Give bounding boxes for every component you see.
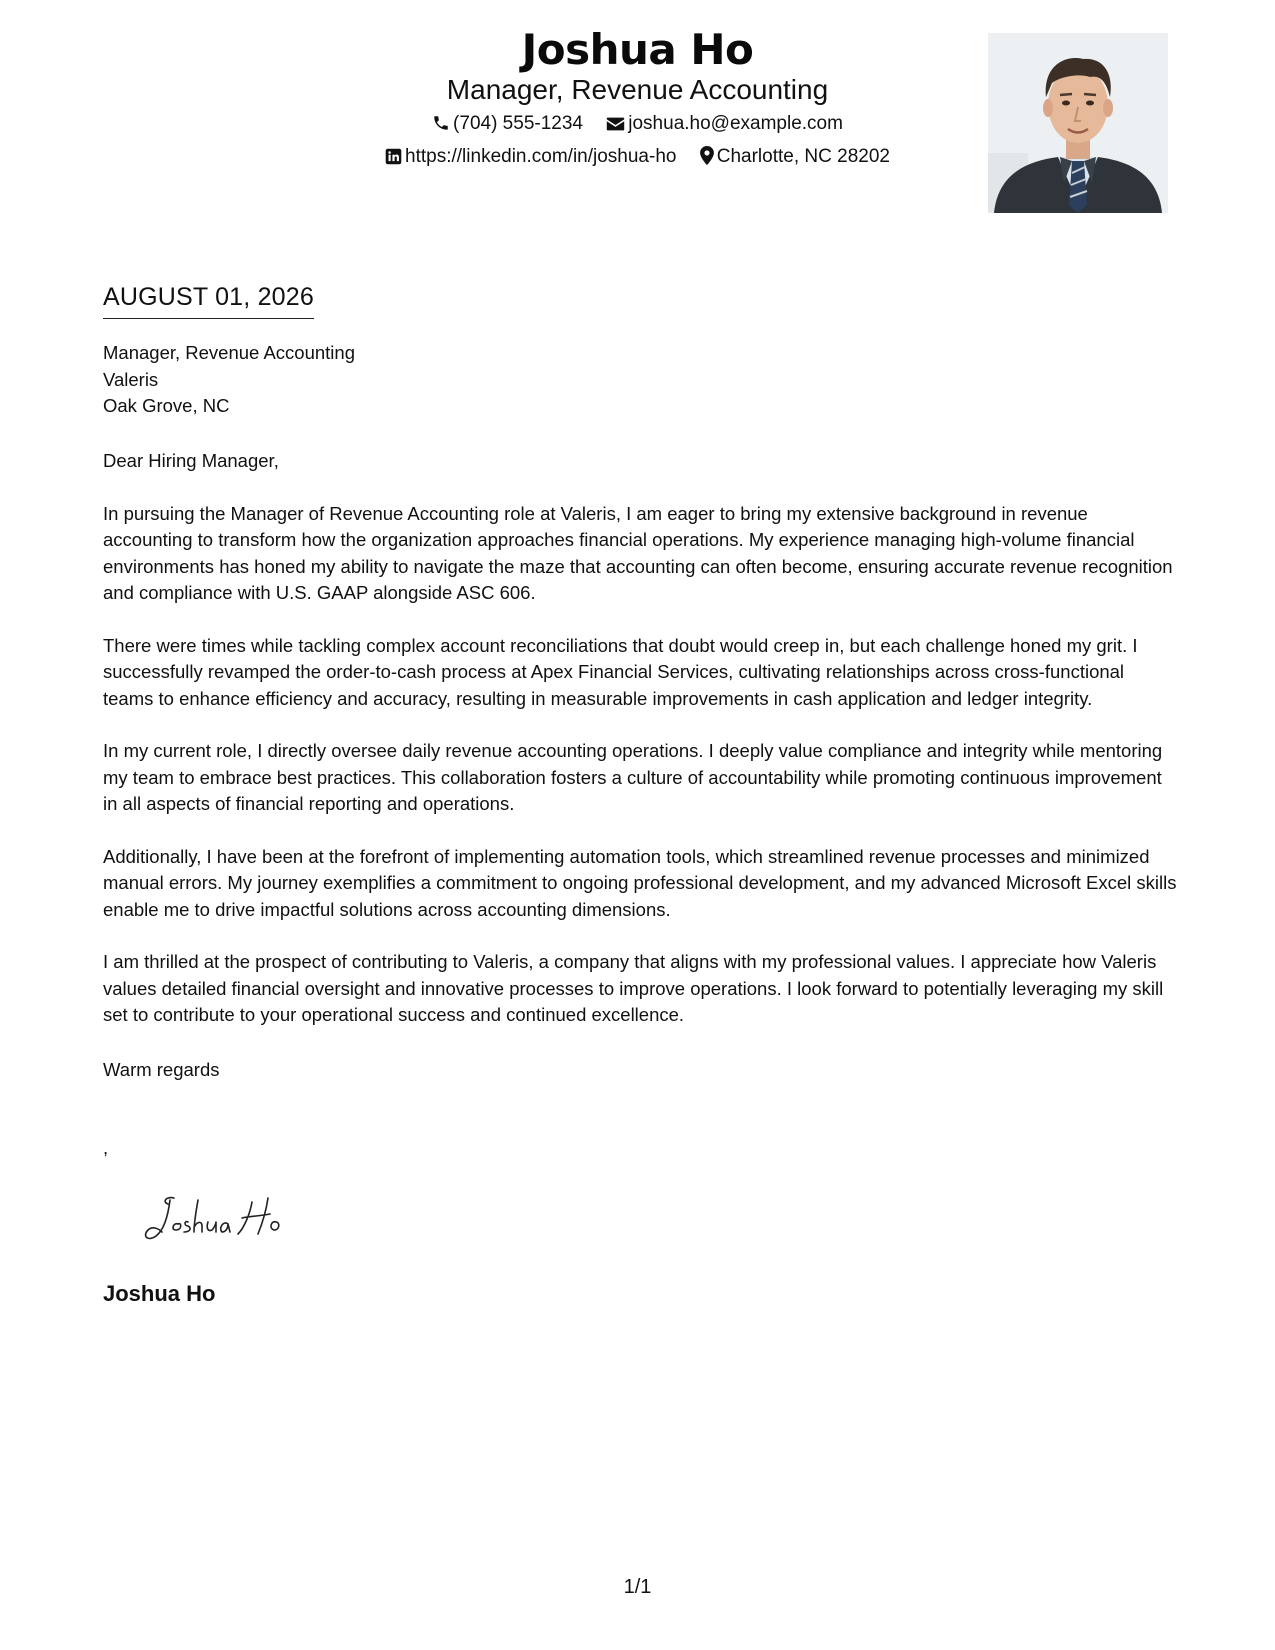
contact-phone — [432, 111, 583, 137]
phone-icon — [432, 114, 450, 132]
body-paragraph: Additionally, I have been at the forefront of implementing automation tools, which streamlined revenue processes and minimized manual errors. My journey exemplifies a commitment to ongoing professional development, and my advanced Microsoft Excel skills enable me to drive impactful solutions across accounting dimensions. — [103, 845, 1177, 920]
contact-location — [700, 144, 890, 170]
contact-linkedin[interactable] — [385, 144, 676, 170]
recipient-position: Manager, Revenue Accounting — [103, 342, 355, 363]
handwritten-signature — [140, 1188, 330, 1248]
applicant-name: Joshua Ho — [521, 25, 754, 74]
body-paragraph: In pursuing the Manager of Revenue Accounting role at Valeris, I am eager to bring my extensive background in revenue accounting to transform how the organization approaches financial operations. My experience managing high-volume financial environments has honed my ability to navigate the maze that accounting can often become, ensuring accurate revenue recognition and compliance with U.S. GAAP alongside ASC 606. — [103, 502, 1173, 603]
recipient-location: Oak Grove, NC — [103, 395, 230, 416]
page-number: 1/1 — [623, 1576, 652, 1598]
location-text: Charlotte, NC 28202 — [716, 146, 890, 167]
signer-name: Joshua Ho — [103, 1281, 216, 1306]
recipient-company: Valeris — [103, 368, 159, 390]
body-paragraph: I am thrilled at the prospect of contributing to Valeris, a company that aligns with my professional values. I appreciate how Valeris values detailed financial oversight and innovative processes to improve operations. I look forward to potentially leveraging my skill set to contribute to your operational success and continued excellence. — [103, 951, 1164, 1025]
phone-number: (704) 555-1234 — [453, 113, 583, 134]
closing-comma: , — [103, 1137, 109, 1158]
linkedin-icon — [385, 148, 402, 165]
closing: Warm regards — [103, 1059, 220, 1080]
recipient-block — [103, 340, 355, 420]
letter-date: AUGUST 01, 2026 — [103, 280, 314, 319]
body-paragraph: There were times while tackling complex account reconciliations that doubt would creep in, but each challenge honed my grit. I successfully revamped the order-to-cash process at Apex Financial Services, cultivating relationships across cross-functional teams to enhance efficiency and accuracy, resulting in measurable improvements in cash application and ledger integrity. — [103, 634, 1138, 709]
letter-header — [0, 22, 1275, 222]
contact-email[interactable] — [606, 111, 843, 137]
linkedin-url: https://linkedin.com/in/joshua-ho — [405, 146, 677, 167]
email-address: joshua.ho@example.com — [628, 113, 843, 134]
map-pin-icon — [700, 146, 714, 165]
envelope-icon — [606, 116, 625, 132]
salutation: Dear Hiring Manager, — [103, 450, 279, 471]
profile-photo — [988, 33, 1168, 213]
body-paragraph: In my current role, I directly oversee daily revenue accounting operations. I deeply value compliance and integrity while mentoring my team to embrace best practices. This collaboration fosters a culture of accountability while promoting continuous improvement in all aspects of financial reporting and operations. — [103, 740, 1163, 814]
letter-body — [103, 448, 1178, 1055]
applicant-title: Manager, Revenue Accounting — [446, 74, 829, 105]
